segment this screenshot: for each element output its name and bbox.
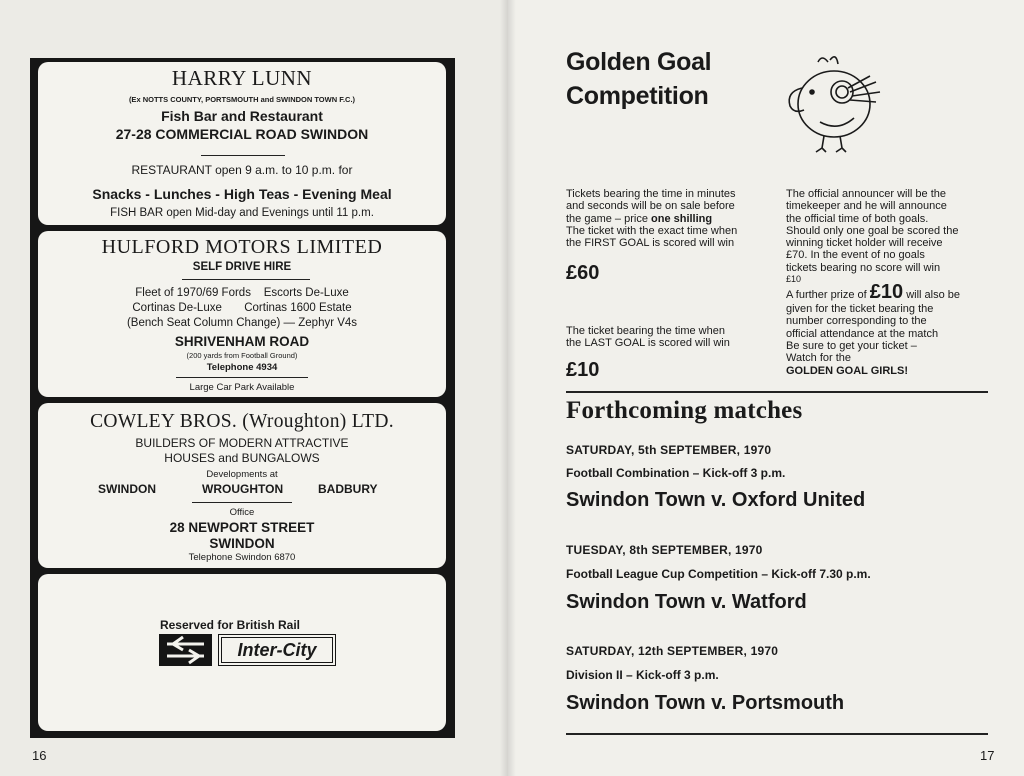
match-fixture: Swindon Town v. Oxford United	[566, 489, 866, 511]
rules-line: £10	[786, 274, 802, 285]
advert-line-2: HOUSES and BUNGALOWS	[164, 451, 320, 465]
rules-line: the FIRST GOAL is scored will win	[566, 237, 735, 250]
rules-line: Tickets bearing the time in minutes	[566, 188, 736, 200]
rules-line: The official announcer will be the	[786, 188, 947, 200]
rules-line: the LAST GOAL is scored will win	[566, 337, 730, 350]
advert-british-rail	[38, 574, 446, 731]
page-number-right: 17	[980, 748, 995, 763]
first-goal-prize: £60	[566, 262, 600, 284]
forthcoming-heading: Forthcoming matches	[566, 397, 803, 424]
advert-place-swindon: SWINDON	[98, 482, 156, 496]
advert-telephone: Telephone Swindon 6870	[188, 552, 296, 563]
page-title-line-1: Golden Goal	[566, 48, 712, 76]
advert-fleet-line-3: (Bench Seat Column Change) — Zephyr V4s	[126, 317, 358, 329]
rules-line: Should only one goal be scored the	[786, 224, 959, 237]
match-date: TUESDAY, 8th SEPTEMBER, 1970	[566, 543, 763, 557]
advert-tagline: SELF DRIVE HIRE	[192, 261, 292, 273]
rules-line: Be sure to get your ticket –	[786, 339, 917, 352]
golden-goal-col-2	[786, 188, 991, 377]
advert-fleet-line-1: Fleet of 1970/69 Fords Escorts De-Luxe	[135, 287, 349, 299]
advert-office: Office	[229, 507, 255, 518]
advert-harry-lunn	[38, 62, 446, 225]
advert-fish-bar: FISH BAR open Mid-day and Evenings until 11 p.m.	[110, 207, 374, 219]
divider	[192, 502, 292, 503]
advert-hulford-motors	[38, 231, 446, 397]
rules-text: the game – price	[566, 212, 651, 225]
advert-hours: RESTAURANT open 9 a.m. to 10 p.m. for	[131, 163, 353, 177]
last-goal-prize: £10	[566, 359, 600, 381]
rules-line: official attendance at the match	[786, 327, 939, 340]
rules-line: given for the ticket bearing the	[786, 303, 934, 316]
section-divider	[566, 391, 988, 393]
match-competition: Division II – Kick-off 3 p.m.	[566, 668, 719, 682]
advert-street: 28 NEWPORT STREET	[169, 520, 315, 535]
prize-text: £10	[869, 281, 904, 304]
advert-cowley-bros	[38, 403, 446, 568]
advert-subtitle: (Ex NOTTS COUNTY, PORTSMOUTH and SWINDON TOWN F.C.)	[128, 95, 356, 104]
advert-place-wroughton: WROUGHTON	[202, 482, 284, 496]
rules-line: tickets bearing no score will win	[786, 261, 941, 274]
rules-line	[786, 281, 991, 304]
advert-reserved: Reserved for British Rail	[159, 618, 301, 632]
rules-line: GOLDEN GOAL GIRLS!	[786, 364, 909, 377]
match-competition: Football Combination – Kick-off 3 p.m.	[566, 466, 786, 480]
rules-line: £70. In the event of no goals	[786, 249, 925, 262]
rules-line: timekeeper and he will announce	[786, 200, 947, 213]
rules-line: winning ticket holder will receive	[786, 237, 943, 250]
price-text: one shilling	[651, 212, 713, 225]
advert-meals: Snacks - Lunches - High Teas - Evening Meal	[92, 186, 392, 202]
intercity-logo	[218, 634, 336, 666]
match-date: SATURDAY, 12th SEPTEMBER, 1970	[566, 644, 779, 658]
advert-road: SHRIVENHAM ROAD	[174, 334, 310, 349]
rules-line: the official time of both goals.	[786, 212, 929, 225]
rules-line: The ticket with the exact time when	[566, 224, 738, 237]
rules-line	[566, 213, 776, 225]
rules-text: A further prize of	[786, 289, 870, 302]
page-title-line-2: Competition	[566, 82, 709, 110]
divider	[182, 279, 310, 280]
golden-goal-col-1b	[566, 325, 776, 350]
advert-place-badbury: BADBURY	[318, 482, 378, 496]
advert-fleet-line-2: Cortinas De-Luxe Cortinas 1600 Estate	[132, 302, 352, 314]
page-gutter	[500, 0, 516, 776]
divider	[201, 155, 285, 156]
rules-line: and seconds will be on sale before	[566, 200, 735, 213]
advert-title: COWLEY BROS. (Wroughton) LTD.	[90, 411, 394, 432]
rules-line: Watch for the	[786, 352, 852, 365]
match-competition: Football League Cup Competition – Kick-off 7.30 p.m.	[566, 567, 871, 581]
rules-text: will also be	[903, 289, 960, 302]
bottom-divider	[566, 733, 988, 735]
advert-telephone: Telephone 4934	[206, 362, 278, 373]
page-number-left: 16	[32, 748, 47, 763]
bird-mascot-icon	[780, 52, 890, 156]
left-page	[0, 0, 508, 776]
rules-line: number corresponding to the	[786, 315, 927, 328]
advert-town: SWINDON	[209, 536, 275, 551]
advert-business: Fish Bar and Restaurant	[161, 108, 323, 124]
match-date: SATURDAY, 5th SEPTEMBER, 1970	[566, 443, 772, 457]
advert-address: 27-28 COMMERCIAL ROAD SWINDON	[115, 126, 369, 142]
divider	[176, 377, 308, 378]
golden-goal-col-1	[566, 188, 776, 249]
advert-line-1: BUILDERS OF MODERN ATTRACTIVE	[135, 436, 349, 450]
advert-title: HULFORD MOTORS LIMITED	[101, 236, 383, 258]
match-fixture: Swindon Town v. Portsmouth	[566, 692, 845, 714]
right-page	[508, 0, 1024, 776]
rules-line: The ticket bearing the time when	[566, 325, 725, 337]
advert-title: HARRY LUNN	[171, 66, 313, 90]
match-fixture: Swindon Town v. Watford	[566, 591, 807, 613]
intercity-text: Inter-City	[221, 637, 333, 663]
advert-developments: Developments at	[206, 469, 278, 480]
advert-parking: Large Car Park Available	[189, 382, 295, 393]
advert-road-note: (200 yards from Football Ground)	[186, 351, 298, 360]
british-rail-logo-icon	[159, 634, 212, 666]
